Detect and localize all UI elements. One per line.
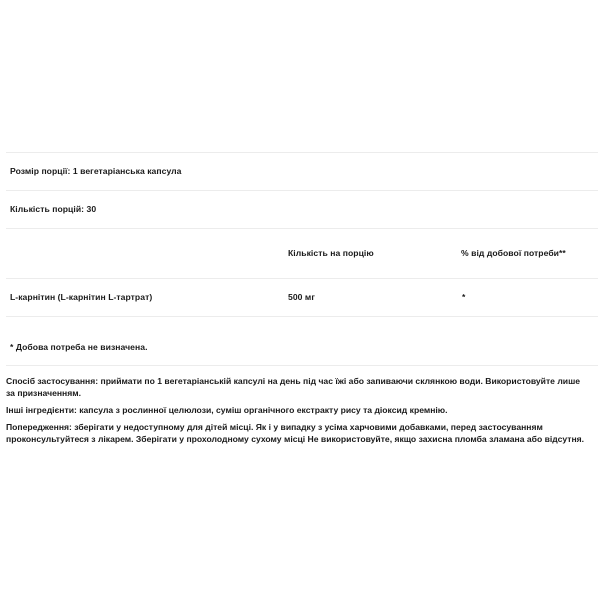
divider <box>6 228 598 229</box>
servings-count: Кількість порцій: 30 <box>10 204 97 214</box>
ingredient-amount: 500 мг <box>288 292 315 302</box>
divider <box>6 365 598 366</box>
divider <box>6 316 598 317</box>
usage-directions: Спосіб застосування: приймати по 1 вегетаріанській капсулі на день під час їжі або запиваючи склянкою води. Використовуйте лише за призначенням. <box>6 376 581 398</box>
other-ingredients: Інші інгредієнти: капсула з рослинної целюлози, суміш органічного екстракту рису та діоксид кремнію. <box>6 405 448 415</box>
divider <box>6 278 598 279</box>
warning: Попередження: зберігати у недоступному для дітей місці. Як і у випадку з усіма харчовими добавками, перед застосуванням проконсультуйтеся з лікарем. Зберігати у прохолодному сухому місці Не використовуйте, якщо захисна пломба зламана або відсутня. <box>6 422 585 444</box>
serving-size: Розмір порції: 1 вегетаріанська капсула <box>10 166 182 176</box>
header-amount: Кількість на порцію <box>288 248 374 258</box>
divider <box>6 190 598 191</box>
ingredient-name: L-карнітин (L-карнітин L-тартрат) <box>10 292 153 302</box>
header-daily-value: % від добової потреби** <box>461 248 566 258</box>
footnote: * Добова потреба не визначена. <box>10 342 148 352</box>
ingredient-daily-value: * <box>462 292 466 302</box>
divider <box>6 152 598 153</box>
